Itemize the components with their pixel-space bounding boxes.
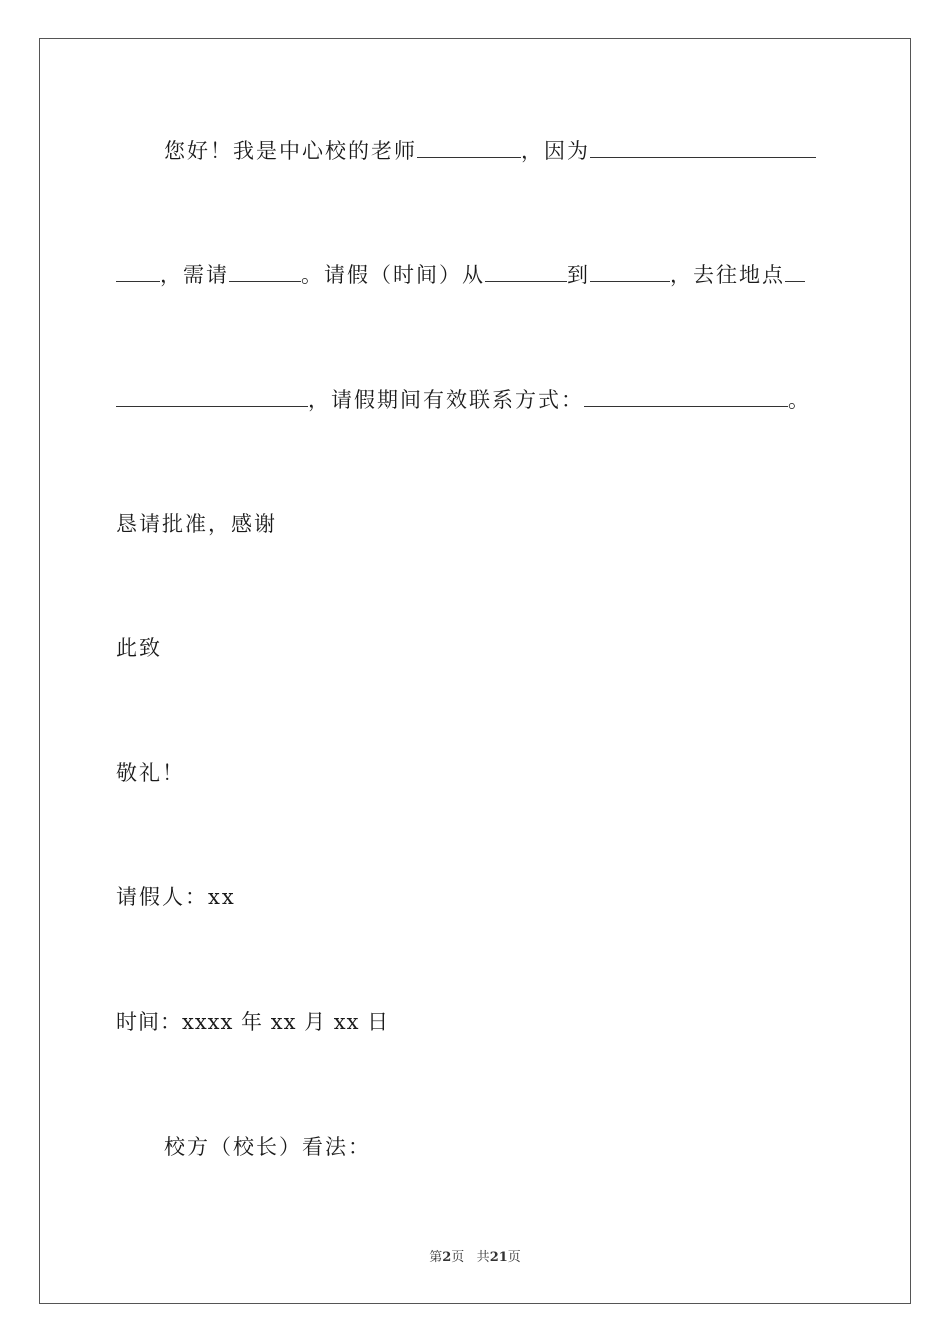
school-opinion-line: 校方（校长）看法： [164,1135,371,1159]
greeting-text: 您好！我是中心校的老师 [164,139,417,163]
destination-blank-continued [116,386,308,407]
leave-to-label: 到 [567,263,590,287]
footer-total-suffix: 页 [507,1250,521,1265]
leave-end-blank [590,261,670,282]
teacher-name-blank [417,137,521,158]
footer-total-prefix: 共 [476,1250,490,1265]
reason-blank [590,137,816,158]
destination-label: ，去往地点 [670,263,785,287]
contact-blank [584,386,788,407]
destination-blank [785,261,805,282]
leave-start-blank [485,261,567,282]
date-line: 时间：xxxx 年 xx 月 xx 日 [116,1010,390,1034]
footer-page-number: 2 [442,1250,452,1265]
letter-line-2 [116,261,805,289]
reason-blank-continued [116,261,160,282]
applicant-line: 请假人：xx [116,885,236,909]
page-border [39,38,911,1304]
letter-line-1 [164,137,816,165]
salutation-1: 此致 [116,636,162,660]
letter-line-3 [116,386,811,414]
leave-type-label: ，需请 [160,263,229,287]
page-footer [0,1246,950,1265]
sentence-end: 。 [788,388,811,412]
salutation-2: 敬礼！ [116,761,185,785]
footer-total-pages: 21 [489,1250,508,1265]
footer-page-suffix: 页 [451,1250,465,1265]
closing-request: 恳请批准，感谢 [116,512,277,536]
leave-type-blank [229,261,301,282]
footer-page-prefix: 第 [429,1250,443,1265]
reason-label: ，因为 [521,139,590,163]
contact-label: ，请假期间有效联系方式： [308,388,584,412]
leave-from-label: 。请假（时间）从 [301,263,485,287]
